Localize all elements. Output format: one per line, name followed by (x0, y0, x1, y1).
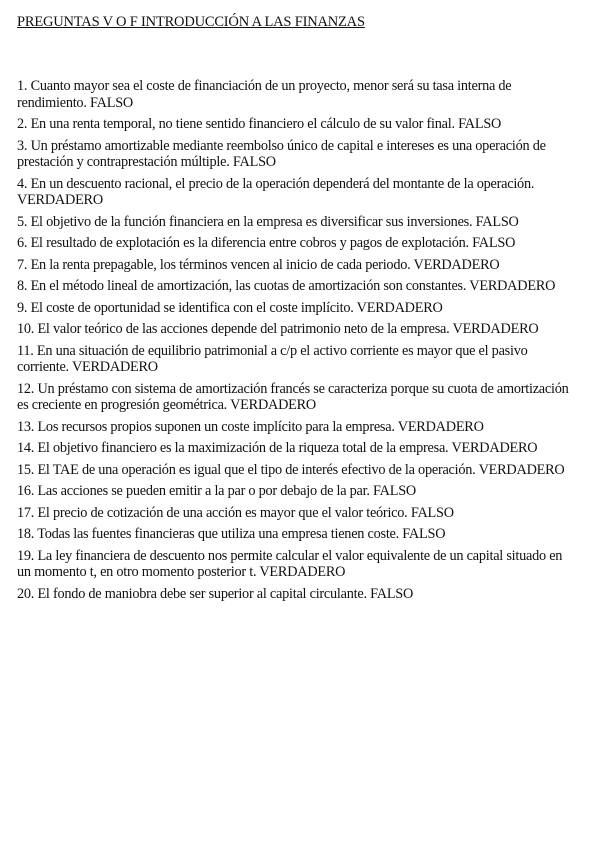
question-item (17, 381, 577, 414)
question-number: 10. (17, 321, 35, 337)
question-item (17, 526, 577, 543)
question-number: 3. (17, 137, 28, 154)
question-item (17, 300, 577, 317)
question-statement: El precio de cotización de una acción es mayor que el valor teórico. (37, 504, 408, 521)
question-statement: Las acciones se pueden emitir a la par o por debajo de la par. (37, 483, 370, 499)
question-item (17, 586, 577, 603)
document-title: PREGUNTAS V O F INTRODUCCIÓN A LAS FINANZAS (17, 14, 365, 30)
question-item (17, 78, 577, 111)
question-item (17, 483, 577, 500)
question-statement: Todas las fuentes financieras que utiliza una empresa tienen coste. (37, 526, 399, 542)
question-statement: En una renta temporal, no tiene sentido financiero el cálculo de su valor final. (30, 116, 455, 132)
question-item (17, 176, 577, 209)
question-answer: FALSO (458, 116, 502, 132)
question-statement: El objetivo financiero es la maximización de la riqueza total de la empresa. (37, 440, 449, 456)
question-item (17, 278, 577, 295)
question-answer: VERDADERO (451, 440, 538, 456)
question-statement: Un préstamo amortizable mediante reembolso único de capital e intereses es una operación de prestación y contraprestación múltiple. (17, 137, 546, 170)
question-number: 14. (17, 440, 35, 456)
question-answer: VERDADERO (413, 256, 500, 273)
question-statement: Los recursos propios suponen un coste implícito para la empresa. (37, 418, 395, 435)
question-number: 12. (17, 380, 35, 397)
question-statement: El objetivo de la función financiera en la empresa es diversificar sus inversiones. (30, 213, 473, 230)
question-item (17, 214, 577, 231)
question-statement: Cuanto mayor sea el coste de financiación de un proyecto, menor será su tasa interna de rendimiento. (17, 78, 512, 111)
question-number: 19. (17, 547, 35, 564)
question-answer: VERDADERO (469, 278, 556, 294)
question-statement: El fondo de maniobra debe ser superior al capital circulante. (37, 585, 367, 602)
question-item (17, 257, 577, 274)
question-item (17, 116, 577, 133)
question-answer: VERDADERO (356, 299, 443, 316)
question-statement: El TAE de una operación es igual que el tipo de interés efectivo de la operación. (37, 461, 476, 478)
question-statement: En el método lineal de amortización, las cuotas de amortización son constantes. (30, 278, 467, 294)
question-answer: FALSO (472, 235, 516, 251)
question-number: 1. (17, 78, 28, 94)
question-number: 2. (17, 116, 28, 132)
question-answer: VERDADERO (71, 359, 158, 375)
question-answer: FALSO (373, 483, 417, 499)
question-answer: VERDADERO (452, 321, 539, 337)
question-number: 16. (17, 483, 35, 499)
question-answer: VERDADERO (259, 564, 346, 580)
question-number: 15. (17, 461, 35, 478)
question-statement: El valor teórico de las acciones depende del patrimonio neto de la empresa. (37, 321, 450, 337)
question-item (17, 462, 577, 479)
question-answer: FALSO (370, 585, 414, 602)
question-number: 13. (17, 418, 35, 435)
question-statement: El resultado de explotación es la diferencia entre cobros y pagos de explotación. (30, 235, 469, 251)
question-item (17, 440, 577, 457)
question-statement: Un préstamo con sistema de amortización francés se caracteriza porque su cuota de amortización es creciente en progresión geométrica. (17, 380, 569, 413)
question-answer: FALSO (410, 504, 454, 521)
question-number: 9. (17, 299, 28, 316)
question-statement: El coste de oportunidad se identifica con el coste implícito. (30, 299, 354, 316)
question-item (17, 548, 577, 581)
question-item (17, 343, 577, 376)
question-statement: La ley financiera de descuento nos permite calcular el valor equivalente de un capital situado en un momento t, en otro momento posterior t. (17, 547, 563, 580)
question-item (17, 505, 577, 522)
question-statement: En la renta prepagable, los términos vencen al inicio de cada periodo. (30, 256, 411, 273)
question-number: 17. (17, 504, 35, 521)
question-answer: VERDADERO (397, 418, 484, 435)
question-item (17, 419, 577, 436)
question-answer: FALSO (232, 154, 276, 170)
question-list (17, 78, 587, 602)
question-answer: FALSO (402, 526, 446, 542)
question-answer: FALSO (90, 94, 133, 111)
question-number: 7. (17, 256, 28, 273)
question-number: 18. (17, 526, 35, 542)
question-statement: En un descuento racional, el precio de la operación dependerá del montante de la operación. (30, 175, 535, 192)
document-page (17, 13, 587, 607)
question-number: 11. (17, 342, 34, 359)
question-answer: VERDADERO (230, 397, 317, 413)
question-number: 20. (17, 585, 35, 602)
question-item (17, 235, 577, 252)
question-number: 6. (17, 235, 28, 251)
question-answer: FALSO (475, 213, 519, 230)
question-statement: En una situación de equilibrio patrimonial a c/p el activo corriente es mayor que el pasivo corriente. (17, 342, 528, 375)
question-item (17, 321, 577, 338)
question-answer: VERDADERO (17, 192, 103, 208)
question-answer: VERDADERO (478, 461, 565, 478)
question-item (17, 138, 577, 171)
question-number: 8. (17, 278, 28, 294)
question-number: 4. (17, 175, 28, 192)
question-number: 5. (17, 213, 28, 230)
